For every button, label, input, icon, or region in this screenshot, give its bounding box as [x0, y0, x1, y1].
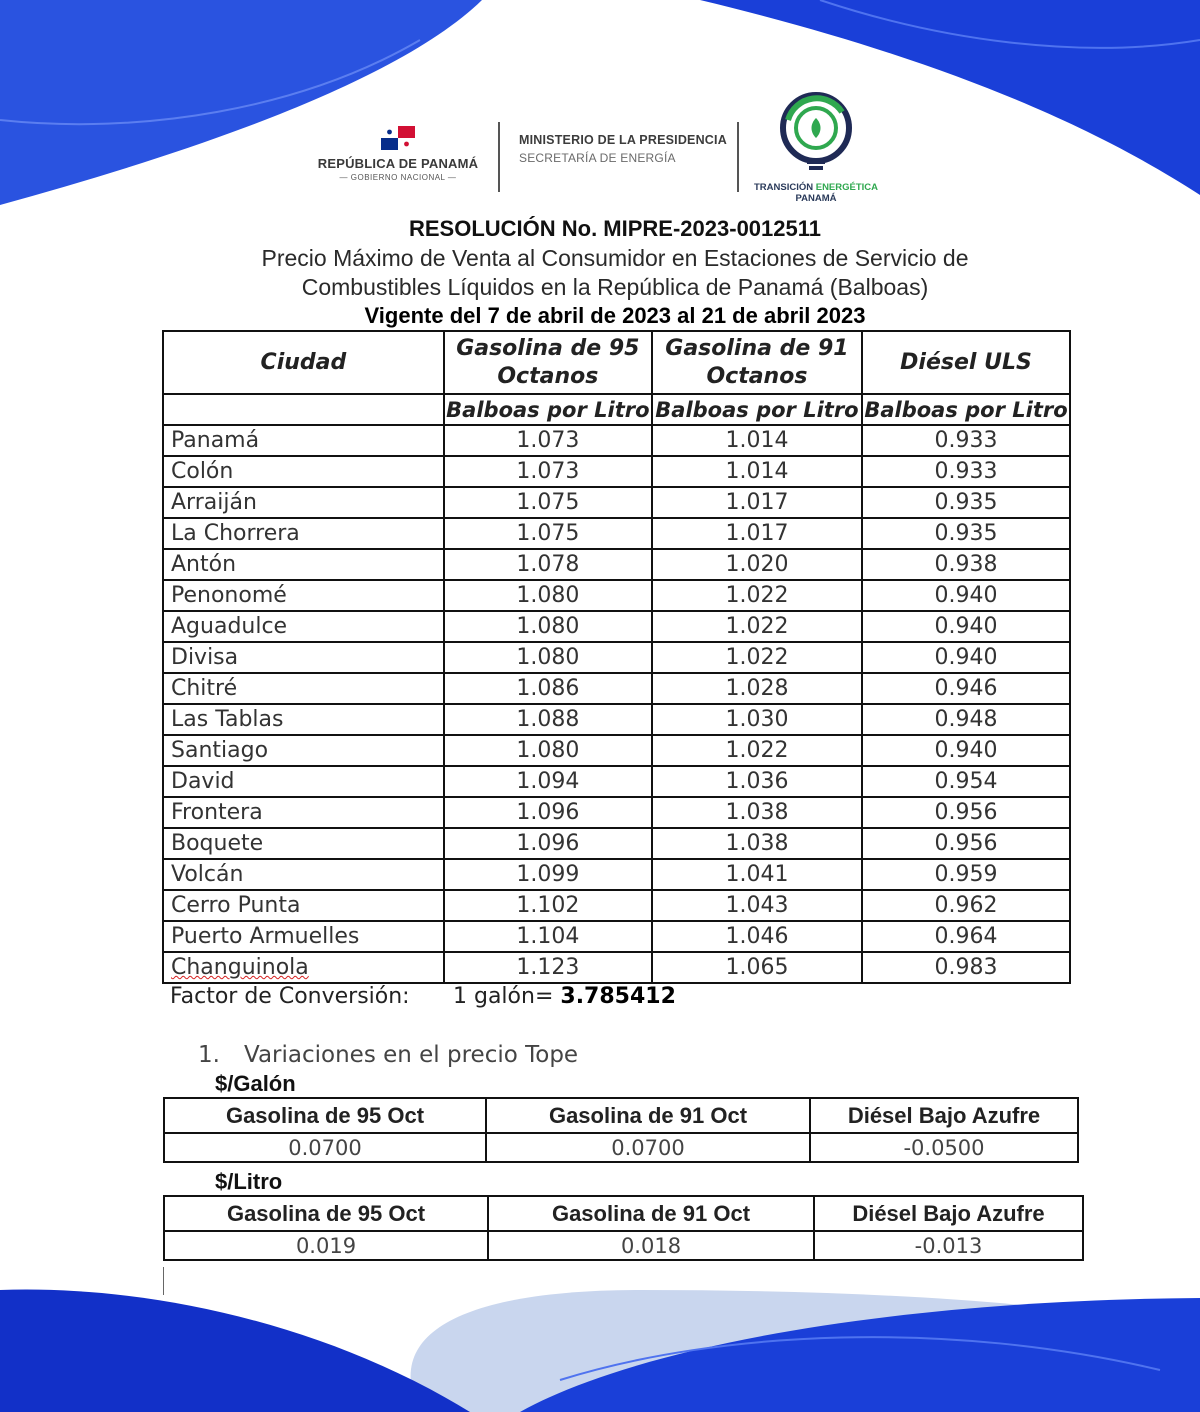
subtitle-line2: Combustibles Líquidos en la República de Panamá (Balboas): [301, 274, 929, 300]
price-91-cell: 1.036: [652, 766, 862, 797]
price-95-cell: 1.099: [444, 859, 652, 890]
column-header: Ciudad: [163, 331, 444, 394]
value-cell: 0.0700: [486, 1133, 810, 1162]
te-line1-b: ENERGÉTICA: [815, 182, 879, 193]
price-91-cell: 1.022: [652, 735, 862, 766]
title-block: [160, 214, 1070, 330]
conversion-text: 1 galón=: [453, 984, 554, 1009]
price-95-cell: 1.073: [444, 456, 652, 487]
price-91-cell: 1.022: [652, 642, 862, 673]
republic-subtitle: — GOBIERNO NACIONAL —: [339, 173, 457, 182]
te-line2: PANAMÁ: [795, 193, 837, 204]
table-row: [163, 766, 1070, 797]
table-row: [163, 425, 1070, 456]
price-91-cell: 1.041: [652, 859, 862, 890]
city-cell: Arraiján: [163, 487, 444, 518]
city-cell: Colón: [163, 456, 444, 487]
price-table: [162, 330, 1071, 984]
price-diesel-cell: 0.954: [862, 766, 1070, 797]
table-header-row: [164, 1098, 1078, 1133]
table-row: [164, 1231, 1083, 1260]
city-cell: La Chorrera: [163, 518, 444, 549]
bottom-left-wave: [0, 1290, 470, 1412]
energy-transition-text: [746, 182, 886, 204]
price-diesel-cell: 0.933: [862, 425, 1070, 456]
price-diesel-cell: 0.940: [862, 642, 1070, 673]
price-91-cell: 1.038: [652, 828, 862, 859]
panama-flag-icon: [381, 126, 415, 150]
price-diesel-cell: 0.962: [862, 890, 1070, 921]
city-cell: David: [163, 766, 444, 797]
column-header: Diésel ULS: [862, 331, 1070, 394]
price-diesel-cell: 0.933: [862, 456, 1070, 487]
unit-header: Balboas por Litro: [652, 394, 862, 425]
gallon-label: $/Galón: [215, 1071, 296, 1096]
column-header: Diésel Bajo Azufre: [810, 1098, 1078, 1133]
republic-logo: [312, 126, 484, 182]
table-row: [163, 518, 1070, 549]
price-91-cell: 1.022: [652, 580, 862, 611]
city-cell: Penonomé: [163, 580, 444, 611]
table-row: [163, 704, 1070, 735]
table-row: [163, 611, 1070, 642]
price-91-cell: 1.065: [652, 952, 862, 983]
text-cursor: [163, 1267, 164, 1295]
price-diesel-cell: 0.935: [862, 518, 1070, 549]
table-row: [163, 797, 1070, 828]
city-cell: Santiago: [163, 735, 444, 766]
table-row: [164, 1133, 1078, 1162]
price-91-cell: 1.043: [652, 890, 862, 921]
price-95-cell: 1.080: [444, 580, 652, 611]
price-95-cell: 1.075: [444, 518, 652, 549]
validity-line: Vigente del 7 de abril de 2023 al 21 de abril 2023: [364, 303, 866, 328]
price-91-cell: 1.014: [652, 425, 862, 456]
te-line1-a: TRANSICIÓN: [753, 182, 814, 193]
price-95-cell: 1.073: [444, 425, 652, 456]
unit-header: Balboas por Litro: [862, 394, 1070, 425]
table-row: [163, 673, 1070, 704]
city-cell: Puerto Armuelles: [163, 921, 444, 952]
table-row: [163, 456, 1070, 487]
conversion-label: Factor de Conversión:: [170, 984, 410, 1009]
table-header-row: [163, 331, 1070, 394]
liter-variation-table: [163, 1195, 1084, 1261]
value-cell: 0.018: [488, 1231, 814, 1260]
republic-name: REPÚBLICA DE PANAMÁ: [317, 156, 479, 171]
gallon-variation-table: [163, 1097, 1079, 1163]
price-95-cell: 1.094: [444, 766, 652, 797]
price-diesel-cell: 0.983: [862, 952, 1070, 983]
energy-transition-logo: [746, 90, 886, 204]
price-91-cell: 1.014: [652, 456, 862, 487]
table-row: [163, 580, 1070, 611]
price-diesel-cell: 0.959: [862, 859, 1070, 890]
table-row: [163, 952, 1070, 983]
price-95-cell: 1.096: [444, 797, 652, 828]
variations-heading: [198, 1042, 578, 1068]
price-diesel-cell: 0.935: [862, 487, 1070, 518]
column-header: Gasolina de 91 Oct: [486, 1098, 810, 1133]
ministry-subtitle: SECRETARÍA DE ENERGÍA: [519, 151, 676, 165]
city-cell: Antón: [163, 549, 444, 580]
price-91-cell: 1.017: [652, 518, 862, 549]
price-diesel-cell: 0.956: [862, 797, 1070, 828]
city-cell: Boquete: [163, 828, 444, 859]
city-cell: Cerro Punta: [163, 890, 444, 921]
city-name-misspelled: Changuinola: [171, 955, 309, 980]
city-cell: Frontera: [163, 797, 444, 828]
price-95-cell: 1.088: [444, 704, 652, 735]
city-cell: Panamá: [163, 425, 444, 456]
price-diesel-cell: 0.946: [862, 673, 1070, 704]
price-diesel-cell: 0.948: [862, 704, 1070, 735]
column-header: Diésel Bajo Azufre: [814, 1196, 1083, 1231]
table-row: [163, 890, 1070, 921]
value-cell: -0.013: [814, 1231, 1083, 1260]
price-95-cell: 1.086: [444, 673, 652, 704]
price-91-cell: 1.017: [652, 487, 862, 518]
table-row: [163, 859, 1070, 890]
ministry-block: [519, 133, 727, 165]
column-header: Gasolina de 95 Oct: [164, 1098, 486, 1133]
price-95-cell: 1.102: [444, 890, 652, 921]
column-header: Gasolina de 95 Oct: [164, 1196, 488, 1231]
price-diesel-cell: 0.938: [862, 549, 1070, 580]
price-91-cell: 1.028: [652, 673, 862, 704]
conversion-factor: [170, 984, 676, 1009]
price-95-cell: 1.075: [444, 487, 652, 518]
price-diesel-cell: 0.964: [862, 921, 1070, 952]
city-cell: Chitré: [163, 673, 444, 704]
city-cell: [163, 952, 444, 983]
price-95-cell: 1.078: [444, 549, 652, 580]
table-header-row: [164, 1196, 1083, 1231]
liter-label: $/Litro: [215, 1169, 283, 1194]
unit-header: [163, 394, 444, 425]
lightbulb-leaf-icon: [776, 90, 856, 176]
column-header: Gasolina de 91 Octanos: [652, 331, 862, 394]
value-cell: -0.0500: [810, 1133, 1078, 1162]
column-header: Gasolina de 95 Octanos: [444, 331, 652, 394]
city-cell: Aguadulce: [163, 611, 444, 642]
price-diesel-cell: 0.940: [862, 611, 1070, 642]
city-cell: Divisa: [163, 642, 444, 673]
price-diesel-cell: 0.940: [862, 580, 1070, 611]
price-diesel-cell: 0.956: [862, 828, 1070, 859]
table-row: [163, 735, 1070, 766]
list-number: 1.: [198, 1042, 220, 1068]
table-row: [163, 828, 1070, 859]
ministry-name: MINISTERIO DE LA PRESIDENCIA: [519, 133, 727, 147]
subtitle-line1: Precio Máximo de Venta al Consumidor en Estaciones de Servicio de: [261, 245, 969, 271]
column-header: Gasolina de 91 Oct: [488, 1196, 814, 1231]
header-divider: [737, 122, 739, 192]
price-95-cell: 1.080: [444, 735, 652, 766]
price-91-cell: 1.030: [652, 704, 862, 735]
table-row: [163, 642, 1070, 673]
conversion-value: 3.785412: [560, 984, 676, 1009]
variations-title: Variaciones en el precio Tope: [244, 1042, 579, 1068]
table-row: [163, 549, 1070, 580]
price-95-cell: 1.104: [444, 921, 652, 952]
unit-header: Balboas por Litro: [444, 394, 652, 425]
table-unit-row: [163, 394, 1070, 425]
price-95-cell: 1.123: [444, 952, 652, 983]
city-cell: Las Tablas: [163, 704, 444, 735]
city-cell: Volcán: [163, 859, 444, 890]
value-cell: 0.0700: [164, 1133, 486, 1162]
price-91-cell: 1.046: [652, 921, 862, 952]
price-95-cell: 1.096: [444, 828, 652, 859]
price-91-cell: 1.022: [652, 611, 862, 642]
price-95-cell: 1.080: [444, 611, 652, 642]
table-row: [163, 921, 1070, 952]
header-divider: [498, 122, 500, 192]
price-91-cell: 1.020: [652, 549, 862, 580]
value-cell: 0.019: [164, 1231, 488, 1260]
resolution-title: RESOLUCIÓN No. MIPRE-2023-0012511: [408, 216, 822, 241]
price-91-cell: 1.038: [652, 797, 862, 828]
price-95-cell: 1.080: [444, 642, 652, 673]
table-row: [163, 487, 1070, 518]
price-diesel-cell: 0.940: [862, 735, 1070, 766]
